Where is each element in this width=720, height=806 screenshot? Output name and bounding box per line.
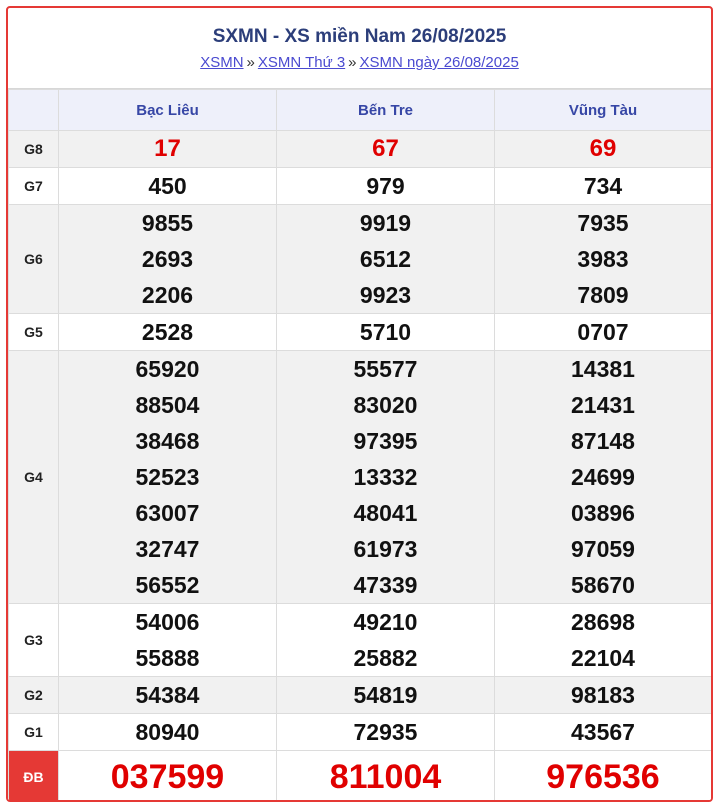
prize-cell bbox=[495, 314, 712, 351]
prize-number: 3983 bbox=[577, 246, 629, 272]
prize-number: 24699 bbox=[571, 464, 635, 490]
prize-number: 80940 bbox=[135, 719, 200, 745]
prize-cell bbox=[277, 351, 495, 604]
prize-cell bbox=[495, 131, 712, 168]
prize-cell bbox=[59, 751, 277, 803]
page-title: SXMN - XS miền Nam 26/08/2025 bbox=[212, 26, 507, 47]
prize-number: 56552 bbox=[135, 572, 200, 598]
breadcrumb-link-weekday[interactable]: XSMN Thứ 3 bbox=[257, 54, 346, 71]
special-prize-number: 976536 bbox=[546, 758, 660, 796]
prize-label: G3 bbox=[9, 604, 59, 677]
prize-cell bbox=[277, 677, 495, 714]
special-prize-number: 037599 bbox=[110, 758, 225, 796]
prize-cell bbox=[59, 168, 277, 205]
prize-row bbox=[9, 205, 712, 314]
special-prize-number: 811004 bbox=[329, 758, 442, 796]
results-table bbox=[8, 89, 712, 802]
prize-cell bbox=[59, 604, 277, 677]
prize-row bbox=[9, 751, 712, 803]
column-header-province: Bến Tre bbox=[277, 90, 495, 131]
prize-cell bbox=[277, 314, 495, 351]
prize-number: 67 bbox=[372, 135, 399, 162]
prize-number: 2206 bbox=[141, 282, 194, 308]
prize-cell bbox=[277, 714, 495, 751]
results-panel bbox=[6, 6, 713, 802]
prize-number: 49210 bbox=[353, 609, 418, 635]
prize-number: 54006 bbox=[135, 609, 200, 635]
prize-number: 58670 bbox=[571, 572, 635, 598]
prize-number: 734 bbox=[583, 173, 623, 199]
breadcrumb-link-xsmn[interactable]: XSMN bbox=[200, 54, 244, 71]
prize-cell bbox=[59, 205, 277, 314]
column-header-province: Vũng Tàu bbox=[495, 90, 712, 131]
prize-row bbox=[9, 677, 712, 714]
prize-number: 61973 bbox=[353, 536, 418, 562]
prize-cell bbox=[59, 677, 277, 714]
prize-label: G1 bbox=[9, 714, 59, 751]
prize-number: 21431 bbox=[571, 392, 635, 418]
prize-cell bbox=[277, 751, 495, 803]
prize-number: 9919 bbox=[359, 210, 412, 236]
prize-number: 7935 bbox=[577, 210, 629, 236]
prize-number: 14381 bbox=[571, 356, 635, 382]
prize-number: 47339 bbox=[353, 572, 418, 598]
prize-cell bbox=[59, 351, 277, 604]
prize-cell bbox=[495, 677, 712, 714]
prize-cell bbox=[495, 714, 712, 751]
prize-row bbox=[9, 351, 712, 604]
prize-number: 2528 bbox=[141, 319, 194, 345]
prize-number: 97059 bbox=[571, 536, 635, 562]
prize-number: 13332 bbox=[353, 464, 418, 490]
prize-number: 98183 bbox=[571, 682, 635, 708]
prize-number: 5710 bbox=[359, 319, 412, 345]
prize-label: G2 bbox=[9, 677, 59, 714]
prize-number: 450 bbox=[148, 173, 187, 199]
prize-number: 38468 bbox=[135, 428, 200, 454]
prize-number: 9923 bbox=[359, 282, 412, 308]
prize-cell bbox=[59, 714, 277, 751]
prize-number: 979 bbox=[366, 173, 405, 199]
prize-cell bbox=[277, 205, 495, 314]
prize-number: 54384 bbox=[135, 682, 200, 708]
prize-number: 9855 bbox=[141, 210, 194, 236]
prize-number: 55577 bbox=[353, 356, 418, 382]
prize-label: G4 bbox=[9, 351, 59, 604]
breadcrumb bbox=[8, 54, 711, 72]
breadcrumb-separator: » bbox=[348, 54, 357, 71]
prize-cell bbox=[59, 131, 277, 168]
prize-label: G8 bbox=[9, 131, 59, 168]
prize-number: 72935 bbox=[353, 719, 418, 745]
prize-label: G6 bbox=[9, 205, 59, 314]
prize-number: 28698 bbox=[571, 609, 635, 635]
prize-number: 63007 bbox=[135, 500, 200, 526]
prize-number: 54819 bbox=[353, 682, 418, 708]
prize-number: 65920 bbox=[135, 356, 200, 382]
prize-label: ĐB bbox=[9, 751, 59, 803]
prize-cell bbox=[277, 604, 495, 677]
prize-cell bbox=[495, 351, 712, 604]
prize-label: G7 bbox=[9, 168, 59, 205]
prize-number: 22104 bbox=[571, 645, 635, 671]
prize-row bbox=[9, 314, 712, 351]
prize-row bbox=[9, 168, 712, 205]
prize-label: G5 bbox=[9, 314, 59, 351]
prize-number: 03896 bbox=[571, 500, 635, 526]
prize-number: 69 bbox=[589, 135, 617, 162]
prize-number: 0707 bbox=[577, 319, 629, 345]
table-header-row bbox=[9, 90, 712, 131]
prize-number: 87148 bbox=[571, 428, 635, 454]
prize-number: 88504 bbox=[135, 392, 200, 418]
breadcrumb-link-date[interactable]: XSMN ngày 26/08/2025 bbox=[359, 54, 519, 71]
prize-number: 97395 bbox=[353, 428, 418, 454]
prize-cell bbox=[495, 751, 712, 803]
column-header-province: Bạc Liêu bbox=[59, 90, 277, 131]
prize-number: 7809 bbox=[577, 282, 629, 308]
prize-cell bbox=[59, 314, 277, 351]
prize-number: 43567 bbox=[571, 719, 635, 745]
prize-number: 32747 bbox=[135, 536, 200, 562]
prize-row bbox=[9, 714, 712, 751]
prize-number: 52523 bbox=[135, 464, 200, 490]
prize-row bbox=[9, 604, 712, 677]
prize-number: 25882 bbox=[353, 645, 418, 671]
results-header bbox=[8, 8, 711, 89]
prize-cell bbox=[495, 604, 712, 677]
prize-number: 6512 bbox=[359, 246, 412, 272]
prize-number: 48041 bbox=[353, 500, 418, 526]
header-corner-cell bbox=[9, 90, 59, 131]
prize-cell bbox=[495, 168, 712, 205]
prize-cell bbox=[277, 131, 495, 168]
prize-cell bbox=[495, 205, 712, 314]
prize-number: 55888 bbox=[135, 645, 200, 671]
prize-row bbox=[9, 131, 712, 168]
breadcrumb-separator: » bbox=[246, 54, 255, 71]
prize-number: 83020 bbox=[353, 392, 418, 418]
prize-number: 2693 bbox=[141, 246, 194, 272]
prize-cell bbox=[277, 168, 495, 205]
prize-number: 17 bbox=[154, 135, 181, 162]
